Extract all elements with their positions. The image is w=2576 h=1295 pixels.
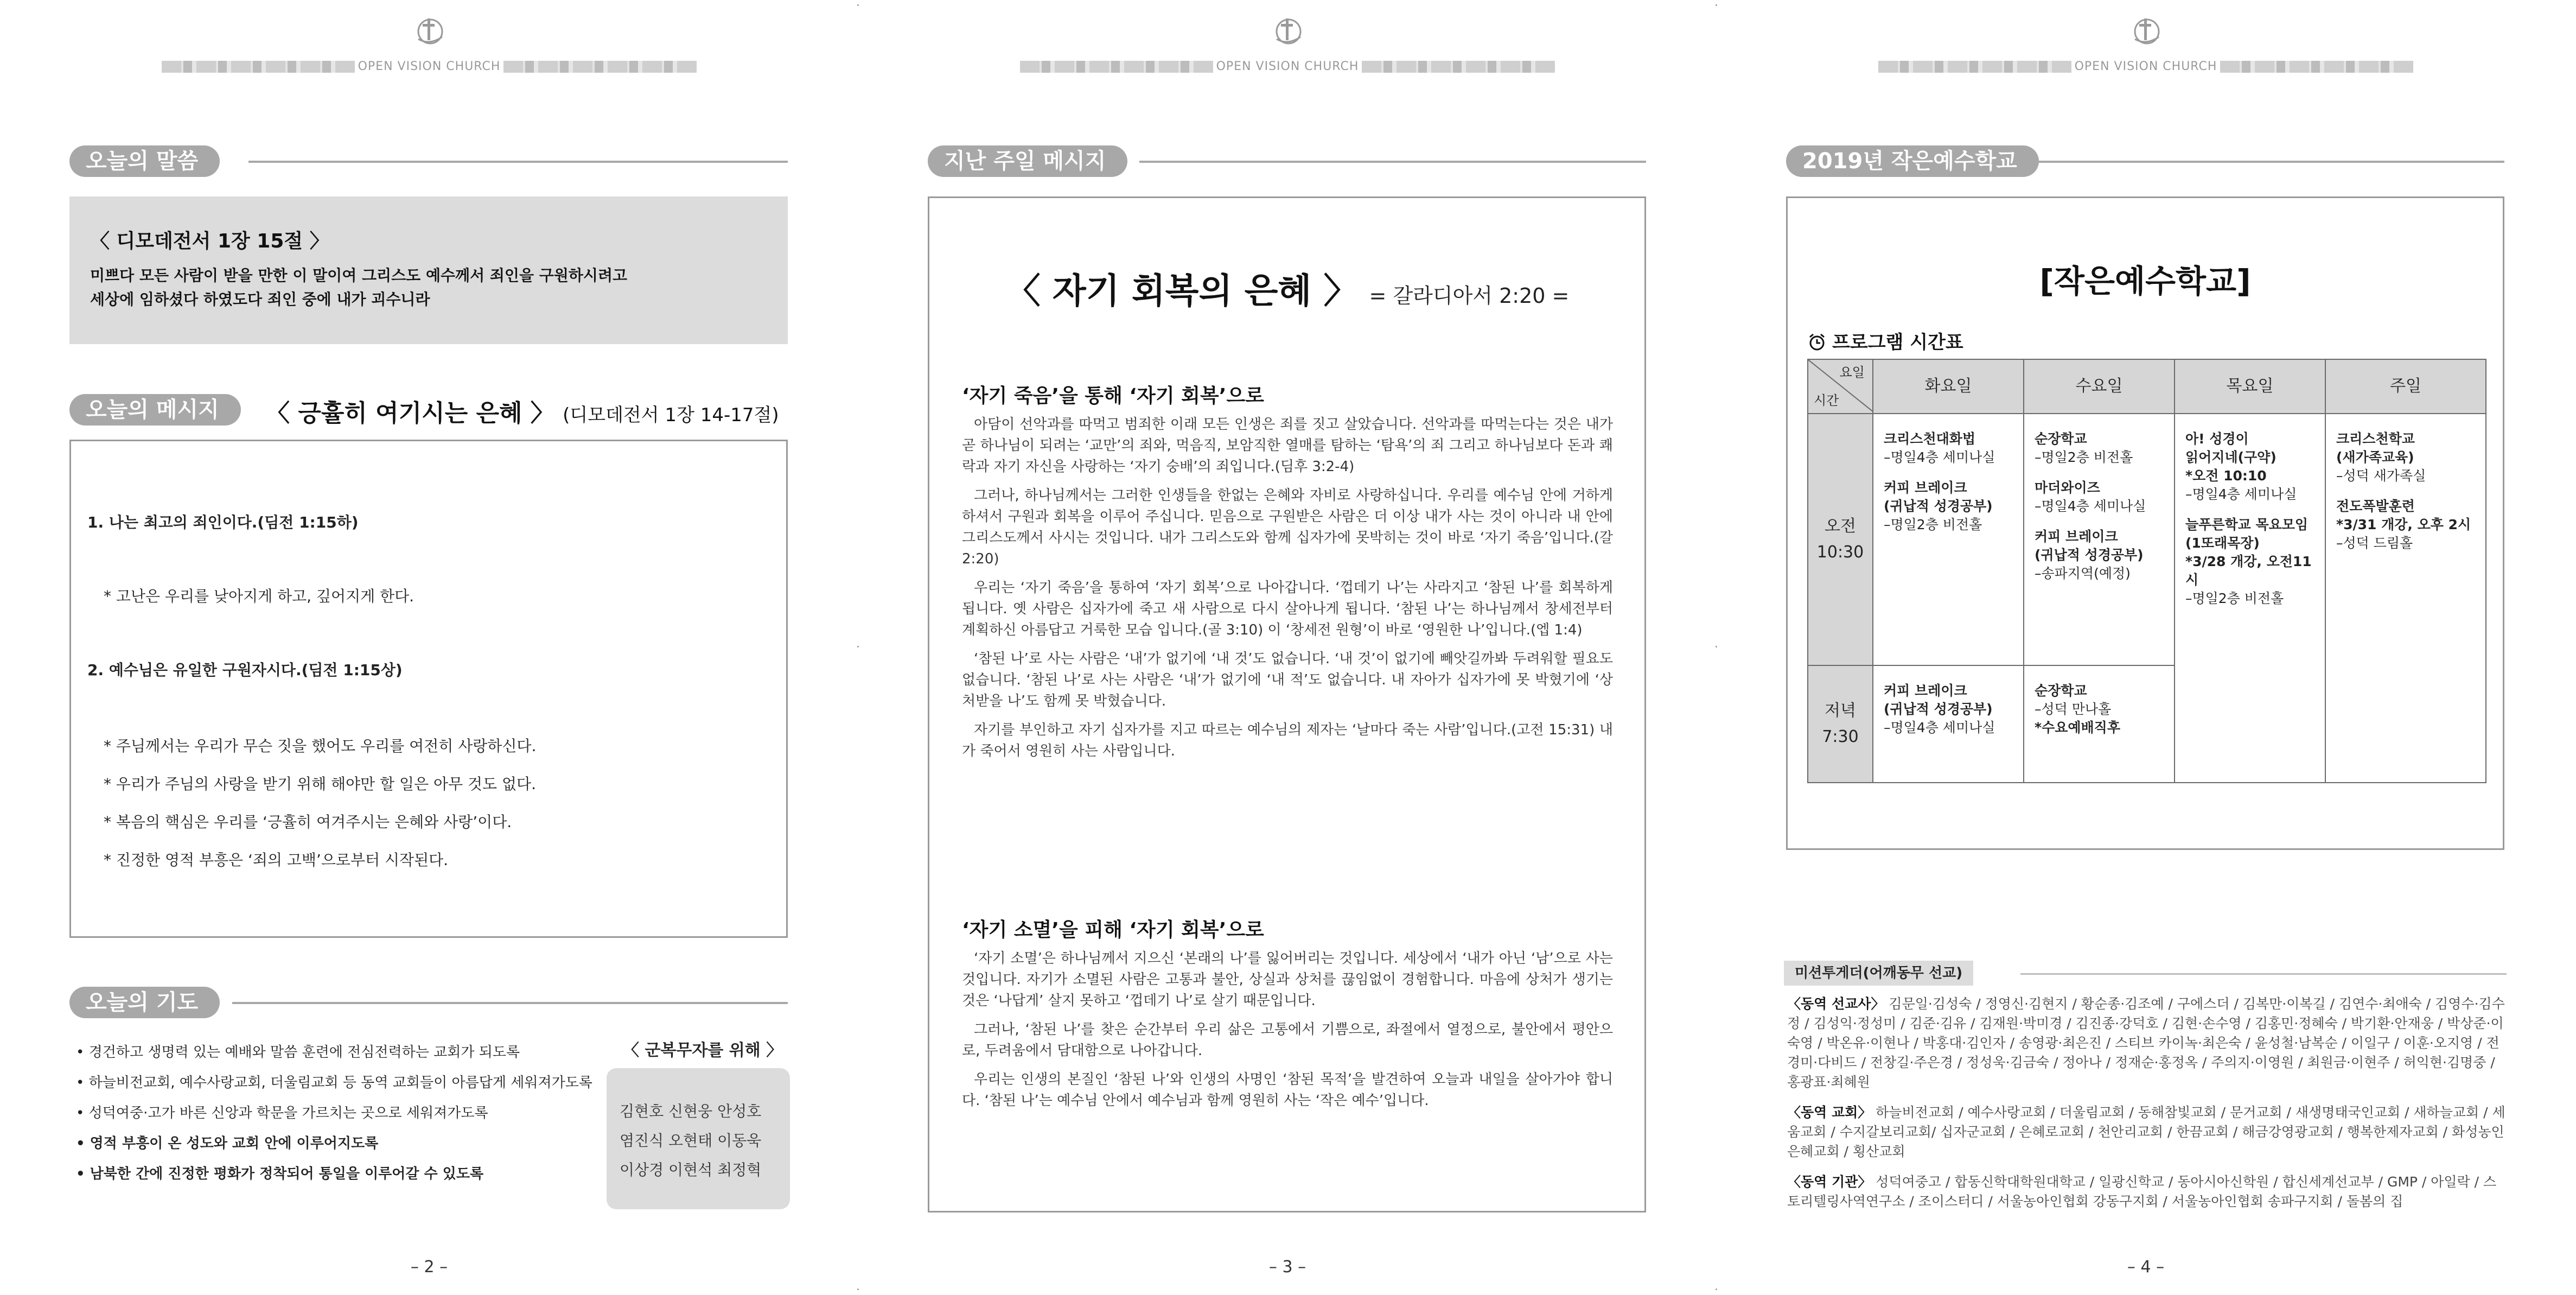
- page-2: [0, 0, 858, 1295]
- school-box: [1786, 196, 2504, 850]
- schedule-line: –성덕 드림홀: [2336, 535, 2413, 551]
- military-names-row: 이상경 이현석 최정혁: [620, 1161, 762, 1179]
- schedule-line: –명일4층 세미나실: [2035, 498, 2146, 514]
- verse-box: [69, 196, 788, 344]
- day-header: 화요일: [1873, 359, 2024, 414]
- schedule-line: –명일4층 세미나실: [1884, 449, 1995, 465]
- schedule-line: 읽어지네(구약): [2185, 449, 2277, 465]
- outline-note: * 주님께서는 우리가 무슨 짓을 했어도 우리를 여전히 사랑하신다.: [104, 737, 537, 755]
- page-number: – 3 –: [1268, 1258, 1306, 1277]
- schedule-cell: [2024, 414, 2175, 665]
- section-todays-message: [69, 394, 254, 426]
- section-label: 오늘의 메시지: [69, 394, 241, 426]
- time-cell: 저녁 7:30: [1808, 665, 1873, 783]
- time-cell: 오전 10:30: [1808, 414, 1873, 665]
- page-header: [858, 15, 1717, 75]
- prayer-item: • 경건하고 생명력 있는 예배와 말씀 훈련에 전심전력하는 교회가 되도록: [76, 1044, 520, 1061]
- schedule-line: –명일4층 세미나실: [2185, 486, 2297, 502]
- sermon-box: [928, 196, 1646, 1213]
- schedule-line: [1884, 467, 2013, 479]
- section-little-jesus-school: [1786, 145, 2504, 177]
- message-title: 〈 긍휼히 여기시는 은혜 〉 (디모데전서 1장 14-17절): [266, 399, 779, 427]
- verse-reference: 〈 디모데전서 1장 15절 〉: [90, 230, 329, 252]
- church-name: OPEN VISION CHURCH: [1216, 60, 1359, 73]
- schedule-line: 늘푸른학교 목요모임: [2185, 517, 2309, 532]
- schedule-cell: [1873, 665, 2024, 783]
- section-label: 지난 주일 메시지: [928, 145, 1127, 177]
- outline-point: 1. 나는 최고의 죄인이다.(딤전 1:15하): [87, 513, 359, 531]
- prayer-item: • 하늘비전교회, 예수사랑교회, 더울림교회 등 동역 교회들이 아름답게 세워져가도록: [76, 1075, 592, 1091]
- sermon-section-heading: ‘자기 죽음’을 통해 ‘자기 회복’으로: [962, 385, 1264, 407]
- mission-churches: 〈동역 교회〉 하늘비전교회 / 예수사랑교회 / 더울림교회 / 동해참빛교회 / 문거교회 / 새생명태국인교회 / 새하늘교회 / 세움교회 / 수지갈보리교회/ 십자군교회 / 은혜로교회 / 천안리교회 / 한끔교회 / 해금강영광교회 / 행복한제자교회 / 화성농인은혜교회 / 횡산교회: [1787, 1104, 2505, 1159]
- church-name: OPEN VISION CHURCH: [2074, 60, 2217, 73]
- sermon-section-heading: ‘자기 소멸’을 피해 ‘자기 회복’으로: [962, 919, 1264, 941]
- schedule-line: (귀납적 성경공부): [1884, 701, 1993, 717]
- divider: [2020, 973, 2507, 975]
- schedule-cell: [2024, 665, 2175, 783]
- sermon-outline-box: [69, 440, 788, 938]
- sermon-title: 〈 자기 회복의 은혜 〉 = 갈라디아서 2:20 =: [1005, 271, 1570, 312]
- military-names-row: 김현호 신현웅 안성호: [620, 1102, 762, 1120]
- schedule-line: 전도폭발훈련: [2336, 498, 2415, 514]
- schedule-heading: 프로그램 시간표: [1807, 327, 1963, 354]
- section-label: 오늘의 말씀: [69, 145, 220, 177]
- schedule-line: [2035, 467, 2164, 479]
- schedule-line: (귀납적 성경공부): [2035, 547, 2144, 563]
- page-3: [858, 0, 1717, 1295]
- church-logo-icon: [2128, 15, 2163, 50]
- schedule-line: [2035, 516, 2164, 528]
- outline-point: 2. 예수님은 유일한 구원자시다.(딤전 1:15상): [87, 661, 403, 679]
- church-logo-icon: [412, 15, 447, 50]
- schedule-line: 크리스천대화법: [1884, 431, 1976, 447]
- schedule-cell: [1873, 414, 2024, 665]
- table-row: [1808, 414, 2486, 665]
- schedule-line: 커피 브레이크: [1884, 480, 1967, 496]
- sermon-paragraph: ‘자기 소멸’은 하나님께서 지으신 ‘본래의 나’를 잃어버리는 것입니다. 세상에서 ‘내가 아닌 ‘남’으로 사는 것입니다. 자기가 소멸된 사람은 고통과 불안, 상실과 상처를 끊임없이 경험합니다. 마음에 상처가 생기는 것은 ‘나답게’ 살지 못하고 ‘껍데기 나’로 살기 때문입니다. 그러나, ‘참된 나’를 찾은 순간부터 우리 삶은 고통에서 기쁨으로, 좌절에서 열정으로, 불안에서 평안으로, 두려움에서 담대함으로 나아갑니다. 우리는 인생의 본질인 ‘참된 나’와 인생의 사명인 ‘참된 목적’을 발견하여 오늘과 내일을 살아가야 합니다. ‘참된 나’는 예수님 안에서 예수님과 함께 영원히 사는 ‘작은 예수’입니다.: [962, 950, 1613, 1109]
- section-label: 2019년 작은예수학교: [1786, 145, 2039, 177]
- table-header-row: [1808, 359, 2486, 414]
- schedule-line: 순장학교: [2035, 683, 2087, 699]
- page-number: – 2 –: [410, 1258, 448, 1277]
- outline-note: * 복음의 핵심은 우리를 ‘긍휼히 여겨주시는 은혜와 사랑’이다.: [104, 813, 512, 831]
- schedule-line: 커피 브레이크: [1884, 683, 1967, 699]
- outline-note: * 진정한 영적 부흥은 ‘죄의 고백’으로부터 시작된다.: [104, 851, 449, 869]
- schedule-line: (1또래목장): [2185, 535, 2260, 551]
- schedule-line: –성덕 만나홀: [2035, 701, 2112, 717]
- schedule-line: [2336, 485, 2475, 497]
- schedule-line: –성덕 새가족실: [2336, 468, 2426, 484]
- sermon-paragraph: 아담이 선악과를 따먹고 범죄한 이래 모든 인생은 죄를 짓고 살았습니다. 선악과를 따먹는다는 것은 내가 곧 하나님이 되려는 ‘교만’의 죄와, 먹음직, 보암직한 열매를 탐하는 ‘탐욕’의 죄 그리고 하나님보다 돈과 쾌락과 자기 자신을 사랑하는 ‘자기 숭배’의 죄입니다.(딤후 3:2-4) 그러나, 하나님께서는 그러한 인생들을 한없는 은혜와 자비로 사랑하십니다. 우리를 예수님 안에 거하게 하셔서 구원과 회복을 이루어 주십니다. 믿음으로 구원받은 사람은 더 이상 내가 사는 것이 아니라 내 안에 그리스도께서 사시는 것입니다. 내가 그리스도와 함께 십자가에 못박히는 것이 바로 ‘자기 죽음’입니다.(갈 2:20) 우리는 ‘자기 죽음’을 통하여 ‘자기 회복’으로 나아갑니다. ‘껍데기 나’는 사라지고 ‘참된 나’를 회복하게 됩니다. 옛 사람은 십자가에 죽고 새 사람으로 다시 살아나게 됩니다. ‘참된 나’는 하나님께서 창세전부터 계획하신 아름답고 거룩한 모습 입니다.(골 3:10) 이 ‘창세전 원형’이 바로 ‘영원한 나’입니다.(엡 1:4) ‘참된 나’로 사는 사람은 ‘내’가 없기에 ‘내 것’도 없습니다. ‘내 것’이 없기에 빼앗길까봐 두려워할 필요도 없습니다. ‘참된 나’로 사는 사람은 ‘내’가 없기에 ‘내 적’도 없습니다. 내 자아가 십자가에 못 박혔기에 ‘상처받을 나’도 함께 못 박혔습니다. 자기를 부인하고 자기 십자가를 지고 따르는 예수님의 제자는 ‘날마다 죽는 사람’입니다.(고전 15:31) 내가 죽어서 영원히 사는 사람입니다.: [962, 416, 1613, 759]
- schedule-cell: [2325, 414, 2486, 783]
- schedule-line: –송파지역(예정): [2035, 566, 2131, 581]
- schedule-line: –명일2층 비전홀: [2035, 449, 2133, 465]
- schedule-line: 크리스천학교: [2336, 431, 2415, 447]
- schedule-line: (귀납적 성경공부): [1884, 498, 1993, 514]
- prayer-item: • 영적 부흥이 온 성도와 교회 안에 이루어지도록: [76, 1135, 379, 1152]
- schedule-line: [2185, 504, 2314, 516]
- schedule-line: 커피 브레이크: [2035, 529, 2118, 544]
- page-4: [1717, 0, 2575, 1295]
- church-logo-icon: [1270, 15, 1305, 50]
- schedule-line: –명일4층 세미나실: [1884, 720, 1995, 735]
- schedule-line: (새가족교육): [2336, 449, 2414, 465]
- page-header: [1717, 15, 2575, 75]
- schedule-line: 마더와이즈: [2035, 480, 2100, 496]
- military-prayer-heading: 〈 군복무자를 위해 〉: [623, 1041, 783, 1060]
- alarm-clock-icon: [1807, 332, 1827, 352]
- page-header: [0, 15, 858, 75]
- schedule-line: 순장학교: [2035, 431, 2087, 447]
- mission-partners: 〈동역 선교사〉 김문일·김성숙 / 정영신·김현지 / 황순종·김조예 / 구에스더 / 김복만·이복길 / 김연수·최애숙 / 김영수·김수정 / 김성익·정성미 / 김준·김유 / 김재원·박미경 / 김진종·강덕호 / 김현·손수영 / 김홍민·정혜숙 / 박기환·안재웅 / 박상준·이숙영 / 박온유·이현나 / 박홍대·김인자 / 송영광·최은진 / 스티브 카이녹·최은숙 / 윤성철·남복순 / 이일구 / 이훈·오지영 / 전경미·다비드 / 전창길·주은경 / 정성욱·김금숙 / 정아나 / 정재순·홍정옥 / 주의지·이영원 / 최원금·이현주 / 허익현·김명중 / 홍광표·최혜원: [1787, 996, 2505, 1090]
- page-number: – 4 –: [2127, 1258, 2165, 1277]
- section-last-sunday-message: [928, 145, 1646, 177]
- schedule-line: *3/28 개강, 오전11시: [2185, 554, 2312, 588]
- prayer-item: • 성덕여중·고가 바른 신앙과 학문을 가르치는 곳으로 세워져가도록: [76, 1105, 488, 1121]
- schedule-line: –명일2층 비전홀: [2185, 591, 2284, 606]
- school-title: [작은예수학교]: [2039, 263, 2251, 300]
- schedule-cell: [2175, 414, 2325, 783]
- schedule-line: *오전 10:10: [2185, 468, 2267, 484]
- day-header: 목요일: [2175, 359, 2325, 414]
- prayer-item: • 남북한 간에 진정한 평화가 정착되어 통일을 이루어갈 수 있도록: [76, 1166, 484, 1182]
- corner-cell: 요일 시간: [1808, 359, 1873, 414]
- schedule-line: 아! 성경이: [2185, 431, 2249, 447]
- schedule-line: *3/31 개강, 오후 2시: [2336, 517, 2471, 532]
- mission-together-label: 미션투게더(어깨동무 선교): [1784, 961, 1973, 986]
- verse-text: 미쁘다 모든 사람이 받을 만한 이 말이여 그리스도 예수께서 죄인을 구원하시려고 세상에 임하셨다 하였도다 죄인 중에 내가 괴수니라: [90, 266, 628, 308]
- schedule-line: *수요예배직후: [2035, 720, 2120, 735]
- day-header: 수요일: [2024, 359, 2175, 414]
- church-name: OPEN VISION CHURCH: [358, 60, 501, 73]
- section-todays-prayer: [69, 987, 788, 1018]
- outline-note: * 우리가 주님의 사랑을 받기 위해 해야만 할 일은 아무 것도 없다.: [104, 775, 537, 793]
- day-header: 주일: [2325, 359, 2486, 414]
- military-names-box: [607, 1068, 790, 1209]
- military-names-row: 염진식 오현태 이동욱: [620, 1132, 762, 1150]
- mission-institutions: 〈동역 기관〉 성덕여중고 / 합동신학대학원대학교 / 일광신학교 / 동아시아신학원 / 합신세계선교부 / GMP / 아일락 / 스토리텔링사역연구소 / 조이스터디 / 서울농아인협회 강동구지회 / 서울농아인협회 송파구지회 / 돌봄의 집: [1787, 1174, 2497, 1209]
- schedule-line: –명일2층 비전홀: [1884, 517, 1982, 532]
- section-todays-word: [69, 145, 788, 177]
- outline-note: * 고난은 우리를 낮아지게 하고, 깊어지게 한다.: [104, 587, 415, 605]
- section-label: 오늘의 기도: [69, 987, 220, 1018]
- schedule-table: [1807, 359, 2486, 783]
